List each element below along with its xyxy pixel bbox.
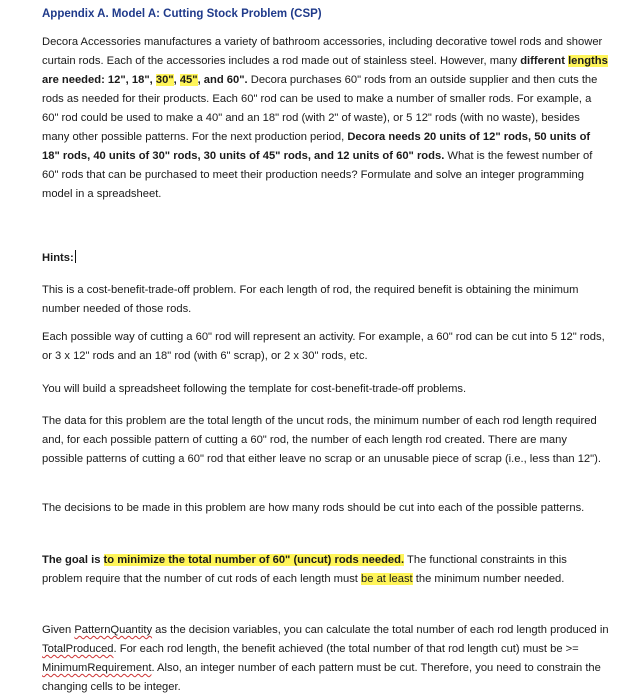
goal-highlight: to minimize the total number of 60" (uncut) rods needed. [103, 554, 405, 566]
intro-bold-2: are needed: 12", 18", [42, 74, 156, 86]
intro-bold-needs: Decora needs 20 units of 12" rods, 50 units of 18" rods, 40 units of 30" rods, 30 units of 45" rods, and 12 units of 60" rods. [42, 131, 591, 162]
intro-text-1: Decora Accessories manufactures a variety of bathroom accessories, including decorative towel rods and shower curtain rods. Each of the accessories includes a rod made out of stainless steel. However, many [42, 36, 603, 67]
decision-variables-paragraph [42, 621, 610, 697]
hint-paragraph-3: You will build a spreadsheet following the template for cost-benefit-trade-off problems. [42, 383, 467, 395]
text-cursor [75, 250, 76, 263]
intro-bold-3: , [173, 74, 180, 86]
hint-paragraph-4: The data for this problem are the total length of the uncut rods, the minimum number of each rod length required and, for each possible pattern of cutting a 60" rod, the number of each length rod created. There are many possible patterns of cutting a 60" rod that either leave no scrap or an unusable piece of scrap (i.e., less than 12"). [42, 415, 601, 465]
appendix-title: Appendix A. Model A: Cutting Stock Problem (CSP) [42, 8, 322, 20]
goal-text-2: the minimum number needed. [412, 573, 565, 585]
range-name-minimum-requirement: MinimumRequirement [42, 662, 152, 674]
last-text-4: . Also, an integer number of each pattern must be cut. Therefore, you need to constrain the changing cells to be integer. [42, 662, 601, 693]
hints-heading[interactable] [42, 249, 610, 268]
goal-highlight-at-least: be at least [361, 573, 413, 585]
problem-statement [42, 33, 610, 204]
hint-paragraph-2: Each possible way of cutting a 60" rod will represent an activity. For example, a 60" rod can be cut into 5 12" rods, or 3 x 12" rods and an 18" rod (with 6" scrap), or 2 x 30" rods, etc. [42, 331, 605, 362]
hints-label: Hints: [42, 252, 74, 264]
intro-highlight-30: 30" [155, 74, 174, 86]
intro-highlight-lengths: lengths [568, 55, 608, 67]
hint-paragraph-5: The decisions to be made in this problem are how many rods should be cut into each of the possible patterns. [42, 502, 585, 514]
last-text-3: . For each rod length, the benefit achieved (the total number of that rod length cut) must be >= [113, 643, 579, 655]
intro-highlight-45: 45" [179, 74, 198, 86]
intro-bold-1: different [520, 55, 569, 67]
intro-text-3: What is the fewest number of 60" rods that can be purchased to meet their production needs? Formulate and solve an integer programming model in a spreadsheet. [42, 150, 593, 200]
hint-paragraph-1: This is a cost-benefit-trade-off problem. For each length of rod, the required benefit is obtaining the minimum number needed of those rods. [42, 284, 579, 315]
goal-bold: The goal is [42, 554, 104, 566]
last-text-2: as the decision variables, you can calculate the total number of each rod length produced in [152, 624, 609, 636]
range-name-total-produced: TotalProduced [42, 643, 114, 655]
goal-paragraph [42, 551, 610, 589]
range-name-pattern-quantity: PatternQuantity [74, 624, 153, 636]
intro-bold-4: , and 60". [197, 74, 248, 86]
intro-text-2: Decora purchases 60" rods from an outside supplier and then cuts the rods as needed for their products. Each 60" rod can be used to make a number of smaller rods. For example, a 60" rod could be used to make a 40" and an 18" rod (with 2" of waste), or 5 12" rods (with no waste), besides many other possible patterns. For the next production period, [42, 74, 598, 143]
goal-text-1: The functional constraints in this problem require that the number of cut rods of each length must [42, 554, 567, 585]
last-text-1: Given [42, 624, 75, 636]
